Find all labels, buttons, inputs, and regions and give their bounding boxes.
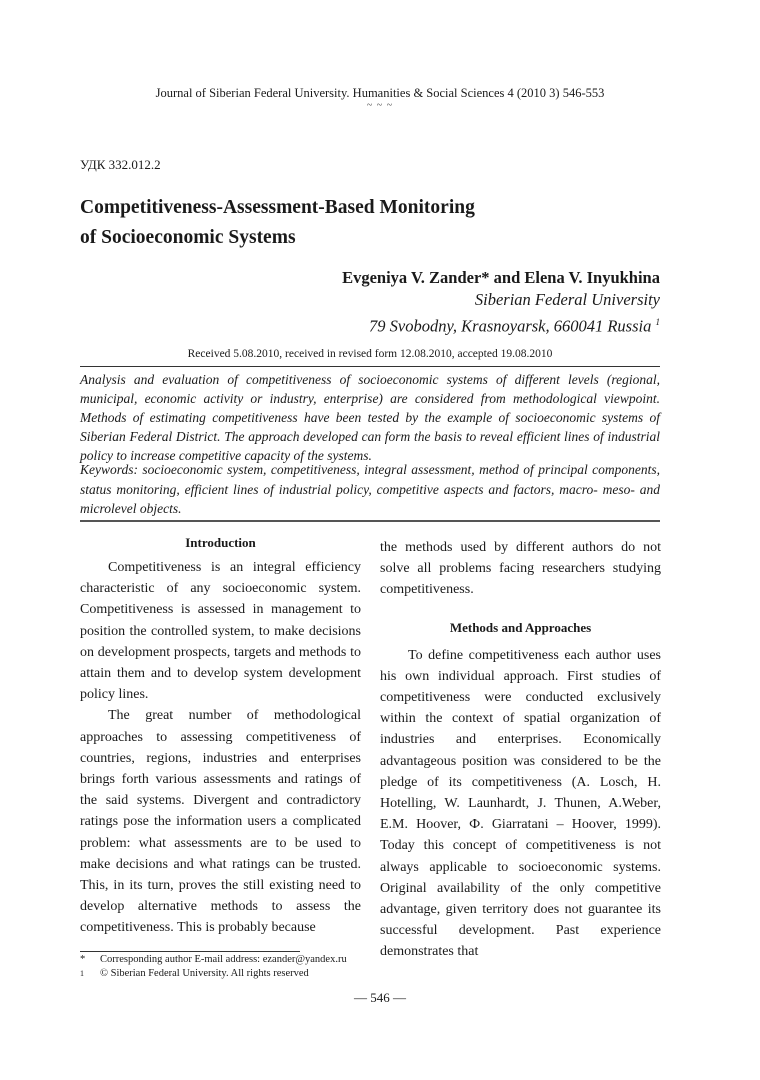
- right-column: [380, 537, 661, 963]
- abstract-top-rule: [80, 366, 660, 367]
- intro-paragraph-2-continued: the methods used by different authors do not solve all problems facing researchers studying competitiveness.: [380, 540, 661, 598]
- journal-header: Journal of Siberian Federal University. Humanities & Social Sciences 4 (2010 3) 546-553: [155, 86, 605, 100]
- keywords: Keywords: socioeconomic system, competitiveness, integral assessment, method of principal components, status monitoring, efficient lines of industrial policy, competitive aspects and factors, macro- meso- and microlevel objects.: [80, 462, 660, 516]
- paper-title: [80, 193, 475, 253]
- intro-paragraph-2: The great number of methodological approaches to assessing competitiveness of countries, regions, industries and enterprises brings forth various assessments and ratings of the said systems. Divergent and contradictory ratings pose the information users a complicated problem: what assessments are to be used to make decisions and what ratings can be trusted. This, in its turn, proves the still existing need to develop alternative methods to assess the competitiveness. This is probably because: [80, 708, 361, 936]
- footnote-text: © Siberian Federal University. All rights reserved: [100, 968, 309, 979]
- footnote-rule: [80, 951, 300, 952]
- author-names: Evgeniya V. Zander* and Elena V. Inyukhina: [342, 268, 660, 287]
- affiliation: Siberian Federal University: [474, 290, 660, 309]
- received-dates: Received 5.08.2010, received in revised form 12.08.2010, accepted 19.08.2010: [187, 348, 553, 360]
- udk-code: УДК 332.012.2: [80, 157, 161, 172]
- footnote: [80, 953, 347, 967]
- intro-paragraph-1: Competitiveness is an integral efficiency characteristic of any socioeconomic system. Competitiveness is assessed in management to position the controlled system, to make decisions on development prospects, targets and methods to attain them and to develop system development policy lines.: [80, 560, 361, 703]
- methods-paragraph-1: To define competitiveness each author uses his own individual approach. First studies of competitiveness were conducted exclusively within the context of spatial organization of industries and enterprises. Economically advantageous position was considered to be the pledge of its competitiveness (A. Losch, H. Hotelling, W. Launhardt, J. Thunen, A.Weber, E.M. Hoover, Ф. Giarratani – Hoover, 1999). Today this concept of competitiveness is not always applicable to socioeconomic systems. Original availability of the only competitive advantage, given territory does not guarantee its successful development. Past experience demonstrates that: [380, 647, 661, 960]
- address: [342, 311, 660, 338]
- methods-heading: Methods and Approaches: [449, 619, 592, 635]
- footnote-mark: *: [80, 954, 86, 965]
- page-number: — 546 —: [354, 990, 406, 1005]
- address-text: 79 Svobodny, Krasnoyarsk, 660041 Russia: [369, 316, 652, 336]
- address-footnote-mark: 1: [655, 317, 660, 327]
- footnote: [80, 967, 347, 981]
- footnotes: [80, 953, 347, 981]
- introduction-heading: Introduction: [185, 535, 256, 550]
- abstract: Analysis and evaluation of competitiveness of socioeconomic systems of different levels (regional, municipal, economic activity or industry, enterprise) are considered from methodological viewpoint. Methods of estimating competitiveness have been tested by the example of socioeconomic systems of Siberian Federal District. The approach developed can form the basis to reveal efficient lines of industrial policy to increase competitive capacity of the systems.: [80, 372, 660, 463]
- abstract-bottom-rule: [80, 520, 660, 522]
- author-block: [342, 267, 660, 338]
- footnote-mark: 1: [80, 969, 84, 978]
- header-ornament: ~ ~ ~: [366, 100, 394, 111]
- title-line-1: Competitiveness-Assessment-Based Monitoring: [80, 197, 475, 218]
- left-column: [80, 534, 361, 939]
- footnote-text: Corresponding author E-mail address: ezander@yandex.ru: [100, 954, 347, 965]
- title-line-2: of Socioeconomic Systems: [80, 227, 296, 248]
